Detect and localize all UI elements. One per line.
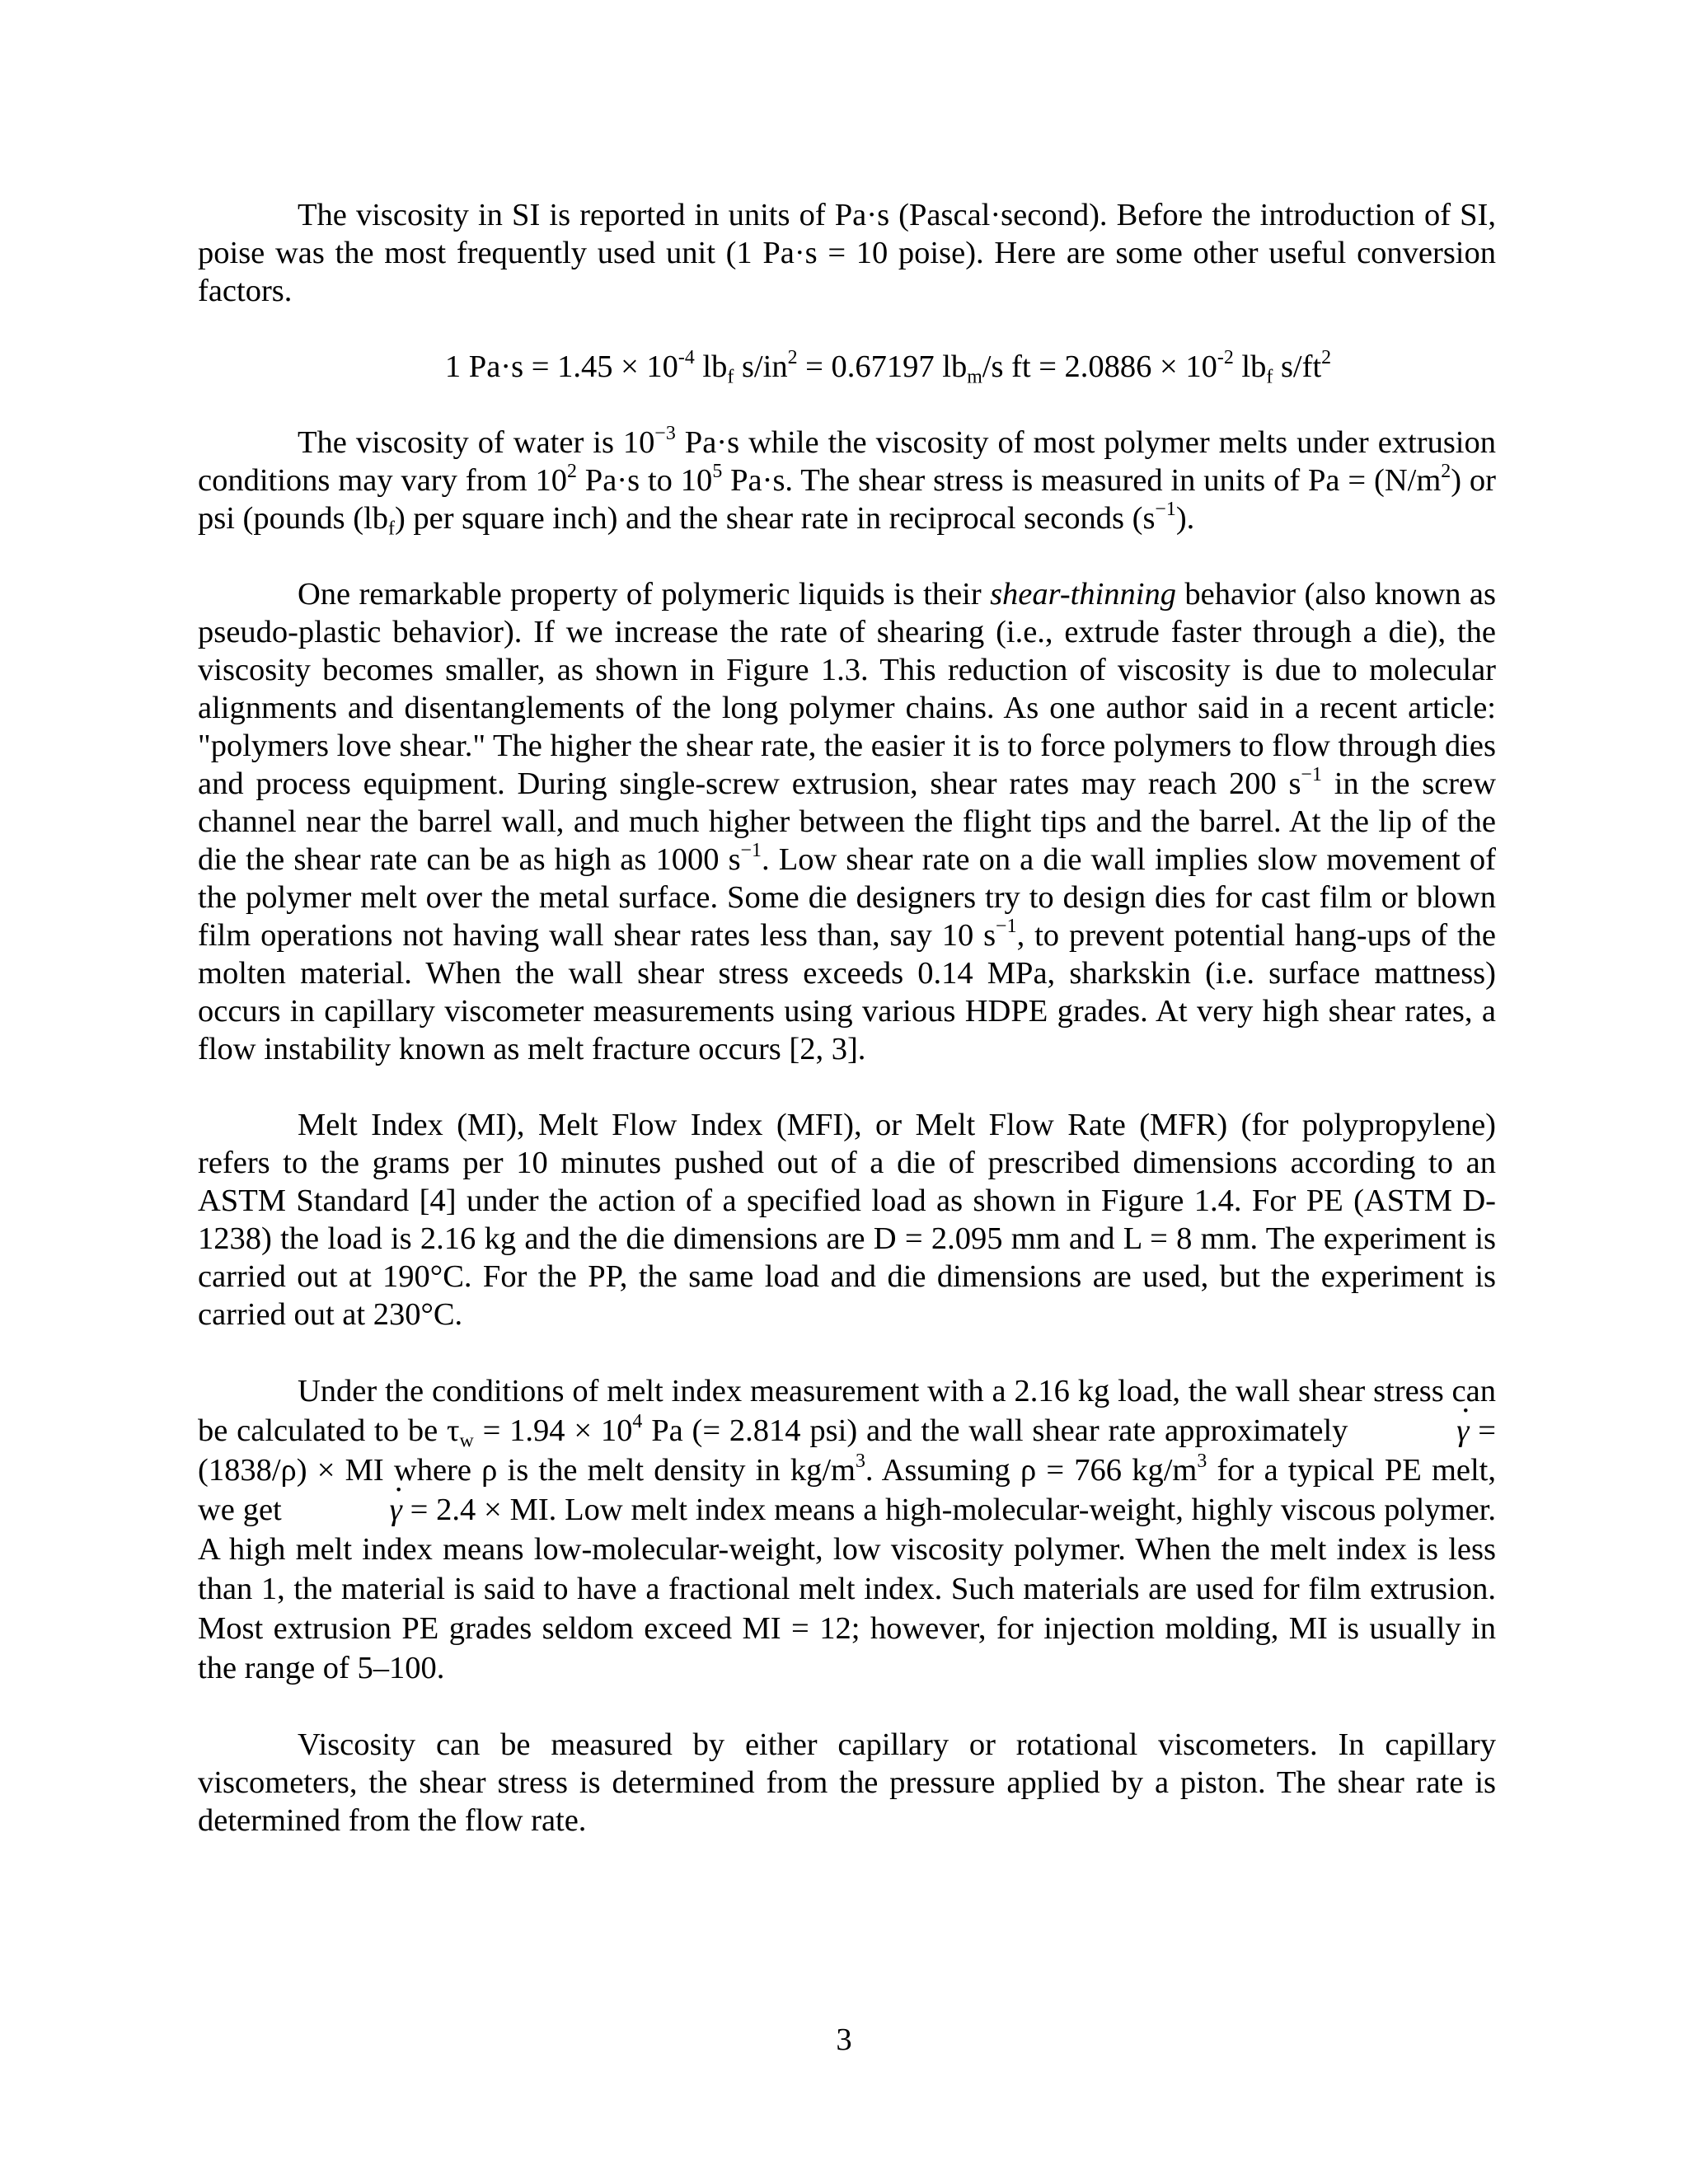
subscript: w <box>459 1430 474 1452</box>
superscript: −1 <box>996 915 1017 937</box>
superscript: −1 <box>740 839 762 861</box>
eq-subscript: f <box>1266 366 1273 388</box>
eq-text: lb <box>1233 349 1267 384</box>
superscript: −1 <box>1155 498 1176 520</box>
eq-subscript: m <box>967 366 982 388</box>
paragraph-shear-thinning <box>198 575 1496 1068</box>
text: Pa·s to 10 <box>576 463 713 498</box>
italic-term: shear-thinning <box>990 577 1177 612</box>
superscript: −3 <box>654 422 676 444</box>
paragraph-melt-index-conditions <box>198 1371 1496 1688</box>
paragraph-melt-index <box>198 1106 1496 1333</box>
eq-text: lb <box>694 349 728 384</box>
text: = 1.94 × 10 <box>473 1413 633 1448</box>
text: Pa·s while the viscosity of most polymer melts under extrusion conditions may vary from 10 <box>198 425 1497 498</box>
text: Pa·s. The shear stress is measured in units of Pa = (N/m <box>722 463 1442 498</box>
superscript: 2 <box>566 460 577 482</box>
text: One remarkable property of polymeric liquids is their <box>298 577 991 612</box>
eq-text: = 0.67197 lb <box>797 349 968 384</box>
text: Viscosity can be measured by either capillary or rotational viscometers. In capillary viscometers, the shear stress is determined from the pressure applied by a piston. The shear rate is determined from the flow rate. <box>198 1727 1496 1838</box>
text: ) or psi (pounds (lb <box>198 463 1496 536</box>
superscript: 2 <box>1441 460 1451 482</box>
gamma-dot-symbol: · γ <box>1357 1411 1469 1451</box>
page-body <box>198 196 1496 1840</box>
superscript: 3 <box>855 1450 865 1472</box>
text: Melt Index (MI), Melt Flow Index (MFI), or Melt Flow Rate (MFR) (for polypropylene) refers to the grams per 10 minutes pushed out of a die of prescribed dimensions according to an ASTM Standard [4] under the action of a specified load as shown in Figure 1.4. For PE (ASTM D-1238) the load is 2.16 kg and the die dimensions are D = 2.095 mm and L = 8 mm. The experiment is carried out at 190°C. For the PP, the same load and die dimensions are used, but the experiment is carried out at 230°C. <box>198 1108 1496 1332</box>
text: , to prevent potential hang-ups of the molten material. When the wall shear stress exceeds 0.14 MPa, sharkskin (i.e. surface mattness) occurs in capillary viscometer measurements using various HDPE grades. At very high shear rates, a flow instability known as melt fracture occurs [2, 3]. <box>198 918 1496 1066</box>
superscript: 3 <box>1197 1450 1207 1472</box>
gamma-dot-symbol: · γ <box>290 1490 402 1530</box>
text: . Assuming ρ = 766 kg/m <box>865 1453 1198 1488</box>
eq-superscript: -4 <box>678 346 695 368</box>
eq-text: s/ft <box>1273 349 1322 384</box>
subscript: f <box>388 518 395 540</box>
eq-text: s/in <box>734 349 788 384</box>
conversion-equation <box>198 348 1496 386</box>
paragraph-viscosity-units <box>198 196 1496 310</box>
eq-superscript: 2 <box>1321 346 1332 368</box>
text: = 2.4 × MI. Low melt index means a high-molecular-weight, highly viscous polymer. A high melt index means low-molecular-weight, low viscosity polymer. When the melt index is less than 1, the material is said to have a fractional melt index. Such materials are used for film extrusion. Most extrusion PE grades seldom exceed MI = 12; however, for injection molding, MI is usually in the range of 5–100. <box>198 1493 1496 1685</box>
eq-text: 1 Pa·s = 1.45 × 10 <box>444 349 678 384</box>
superscript: 4 <box>632 1410 643 1432</box>
superscript: 5 <box>712 460 723 482</box>
eq-subscript: f <box>727 366 734 388</box>
text: ) per square inch) and the shear rate in reciprocal seconds (s <box>394 501 1156 536</box>
text: The viscosity of water is 10 <box>298 425 655 460</box>
text: ). <box>1175 501 1195 536</box>
eq-superscript: -2 <box>1217 346 1234 368</box>
text: Under the conditions of melt index measurement with a 2.16 kg load, the wall shear stress can be calculated to be τ <box>198 1374 1496 1448</box>
text: behavior (also known as pseudo-plastic behavior). If we increase the rate of shearing (i.e., extrude faster through a die), the viscosity becomes smaller, as shown in Figure 1.3. This reduction of viscosity is due to molecular alignments and disentanglements of the long polymer chains. As one author said in a recent article: "polymers love shear." The higher the shear rate, the easier it is to force polymers to flow through dies and process equipment. During single-screw extrusion, shear rates may reach 200 s <box>198 577 1496 801</box>
text: for a typical PE melt, we get <box>198 1453 1496 1527</box>
superscript: −1 <box>1301 763 1322 785</box>
eq-text: /s ft = 2.0886 × 10 <box>982 349 1217 384</box>
paragraph-water-viscosity <box>198 422 1497 540</box>
text: in the screw channel near the barrel wall, and much higher between the flight tips and the barrel. At the lip of the die the shear rate can be as high as 1000 s <box>198 766 1497 877</box>
text: = (1838/ρ) × MI where ρ is the melt density in kg/m <box>198 1413 1496 1488</box>
text: The viscosity in SI is reported in units of Pa·s (Pascal·second). Before the introduction of SI, poise was the most frequently used unit (1 Pa·s = 10 poise). Here are some other useful conversion factors. <box>198 198 1496 308</box>
page-number: 3 <box>836 2022 852 2057</box>
paragraph-viscometers <box>198 1726 1496 1840</box>
eq-superscript: 2 <box>787 346 798 368</box>
text: Pa (= 2.814 psi) and the wall shear rate approximately <box>642 1413 1357 1448</box>
text: . Low shear rate on a die wall implies slow movement of the polymer melt over the metal surface. Some die designers try to design dies for cast film or blown film operations not having wall shear rates less than, say 10 s <box>198 842 1497 953</box>
